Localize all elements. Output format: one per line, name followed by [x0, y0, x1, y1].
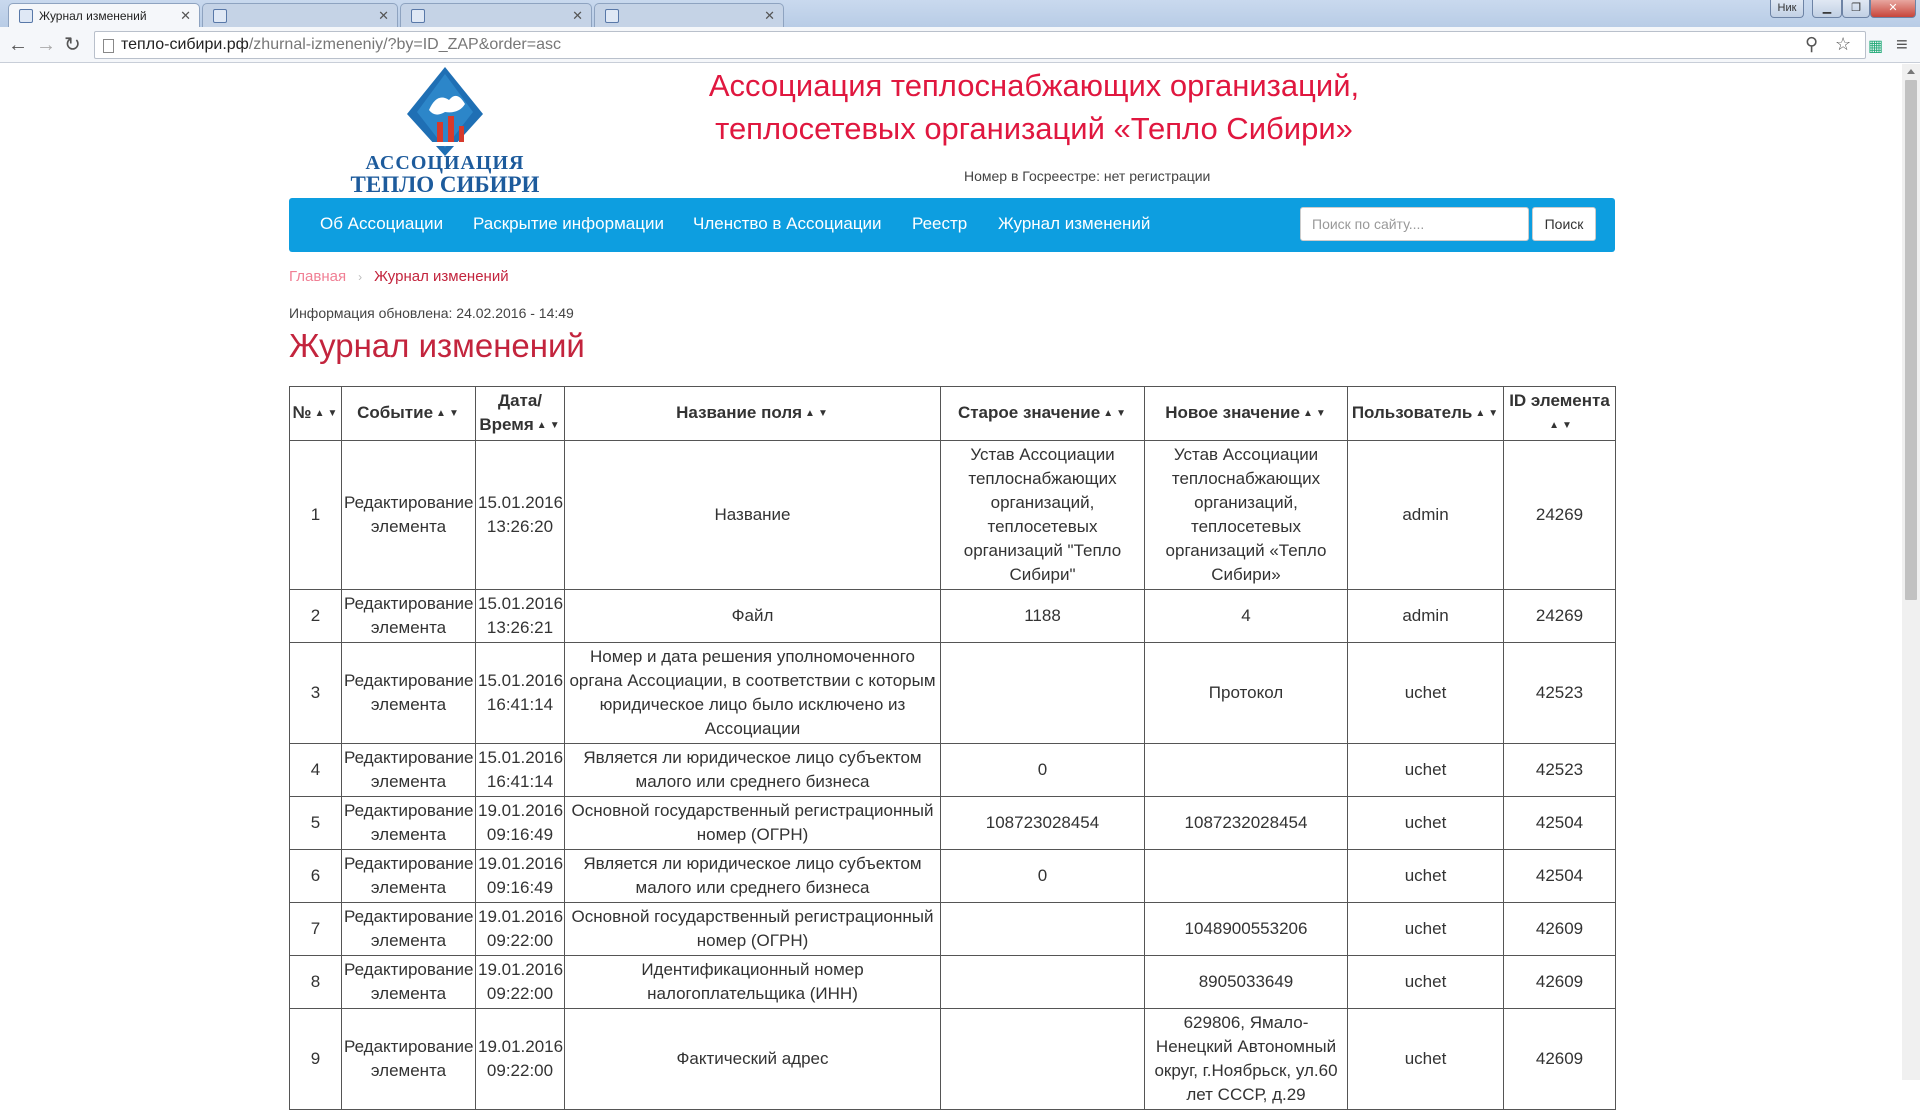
- main-navbar: [289, 198, 1615, 252]
- menu-icon[interactable]: ≡: [1896, 34, 1908, 56]
- table-cell: Редактирование элемента: [342, 796, 476, 849]
- table-cell: Является ли юридическое лицо субъектом малого или среднего бизнеса: [565, 743, 941, 796]
- table-cell: Редактирование элемента: [342, 440, 476, 589]
- sort-desc-icon[interactable]: ▼: [448, 407, 460, 419]
- sort-asc-icon[interactable]: ▲: [1302, 407, 1314, 419]
- table-cell: 3: [290, 642, 342, 743]
- browser-tab[interactable]: [594, 3, 784, 27]
- table-cell: 7: [290, 902, 342, 955]
- sort-asc-icon[interactable]: ▲: [805, 407, 816, 419]
- sort-controls: [1103, 402, 1127, 426]
- table-cell: uchet: [1348, 902, 1504, 955]
- table-cell: Основной государственный регистрационный номер (ОГРН): [565, 796, 941, 849]
- bookmark-star-icon[interactable]: ☆: [1835, 34, 1852, 54]
- table-cell: 8905033649: [1145, 955, 1348, 1008]
- table-cell: [941, 642, 1145, 743]
- table-cell: Редактирование элемента: [342, 743, 476, 796]
- sort-controls: [315, 402, 339, 426]
- site-favicon-icon: [19, 9, 33, 23]
- table-cell: Фактический адрес: [565, 1008, 941, 1109]
- table-cell: Редактирование элемента: [342, 589, 476, 642]
- table-cell: 42609: [1504, 902, 1616, 955]
- table-cell: Идентификационный номер налогоплательщика (ИНН): [565, 955, 941, 1008]
- nav-item-disclosure[interactable]: Раскрытие информации: [473, 214, 664, 233]
- table-row: [290, 589, 1616, 642]
- nav-item-membership[interactable]: Членство в Ассоциации: [693, 214, 882, 233]
- sort-controls: [1549, 414, 1573, 438]
- page-title: Журнал изменений: [289, 327, 585, 364]
- table-cell: 15.01.2016 16:41:14: [476, 642, 565, 743]
- table-cell: Файл: [565, 589, 941, 642]
- sort-desc-icon[interactable]: ▼: [1562, 419, 1573, 431]
- table-cell: 24269: [1504, 589, 1616, 642]
- table-cell: 1: [290, 440, 342, 589]
- table-cell: 9: [290, 1008, 342, 1109]
- close-tab-icon[interactable]: ✕: [572, 8, 583, 23]
- table-cell: 1188: [941, 589, 1145, 642]
- sort-desc-icon[interactable]: ▼: [327, 407, 339, 419]
- table-cell: 24269: [1504, 440, 1616, 589]
- table-cell: uchet: [1348, 849, 1504, 902]
- column-header: [290, 387, 342, 441]
- table-row: [290, 796, 1616, 849]
- table-cell: 4: [1145, 589, 1348, 642]
- table-cell: [941, 1008, 1145, 1109]
- table-cell: uchet: [1348, 743, 1504, 796]
- url-host: тепло-сибири.рф: [121, 36, 249, 53]
- logo-text: [345, 152, 545, 196]
- table-cell: Редактирование элемента: [342, 849, 476, 902]
- column-header-label: Дата/ Время: [479, 391, 543, 434]
- nav-item-about[interactable]: Об Ассоциации: [320, 214, 444, 233]
- table-cell: [1145, 849, 1348, 902]
- table-cell: uchet: [1348, 1008, 1504, 1109]
- table-cell: 19.01.2016 09:22:00: [476, 902, 565, 955]
- logo-line2: ТЕПЛО СИБИРИ: [350, 172, 540, 197]
- table-row: [290, 902, 1616, 955]
- logo-emblem-icon: [345, 64, 545, 159]
- table-cell: uchet: [1348, 796, 1504, 849]
- site-logo[interactable]: [345, 64, 545, 197]
- close-tab-icon[interactable]: ✕: [180, 8, 191, 23]
- scrollbar-thumb[interactable]: [1905, 80, 1917, 600]
- table-cell: Редактирование элемента: [342, 642, 476, 743]
- browser-tab-title: Журнал изменений: [39, 9, 147, 23]
- table-cell: 19.01.2016 09:16:49: [476, 796, 565, 849]
- column-header: [476, 387, 565, 441]
- column-header: [342, 387, 476, 441]
- table-cell: 42504: [1504, 796, 1616, 849]
- back-arrow-icon[interactable]: ←: [8, 34, 28, 56]
- table-cell: uchet: [1348, 955, 1504, 1008]
- table-cell: 42523: [1504, 743, 1616, 796]
- tab-favicon-icon: [605, 9, 619, 23]
- search-button[interactable]: Поиск: [1532, 207, 1596, 241]
- maximize-icon[interactable]: ❐: [1842, 0, 1870, 18]
- table-cell: [1145, 743, 1348, 796]
- table-cell: Редактирование элемента: [342, 1008, 476, 1109]
- browser-tab-active[interactable]: [8, 3, 200, 27]
- column-header: [941, 387, 1145, 441]
- table-cell: 42504: [1504, 849, 1616, 902]
- table-cell: 15.01.2016 13:26:20: [476, 440, 565, 589]
- table-cell: 42523: [1504, 642, 1616, 743]
- tab-favicon-icon: [213, 9, 227, 23]
- table-cell: 42609: [1504, 1008, 1616, 1109]
- tab-favicon-icon: [411, 9, 425, 23]
- sort-controls: [1303, 402, 1327, 426]
- extension-icon[interactable]: ▦: [1868, 38, 1884, 55]
- table-row: [290, 849, 1616, 902]
- nav-item-changelog[interactable]: Журнал изменений: [998, 214, 1151, 233]
- nav-item-registry[interactable]: Реестр: [912, 214, 968, 233]
- sort-controls: [537, 414, 561, 438]
- sort-desc-icon[interactable]: ▼: [1488, 407, 1500, 419]
- browser-toolbar: [0, 27, 1920, 63]
- table-cell: 42609: [1504, 955, 1616, 1008]
- scroll-up-icon[interactable]: [1907, 69, 1915, 74]
- site-title: Ассоциация теплоснабжающих организаций, теплосетевых организаций «Тепло Сибири»: [708, 68, 1360, 146]
- close-tab-icon[interactable]: ✕: [764, 8, 775, 23]
- page-scrollbar[interactable]: [1902, 64, 1920, 1080]
- table-cell: 19.01.2016 09:22:00: [476, 1008, 565, 1109]
- table-header-row: [290, 387, 1616, 441]
- changelog-table: [289, 386, 1616, 1110]
- sort-desc-icon[interactable]: ▼: [1116, 407, 1128, 419]
- table-cell: 108723028454: [941, 796, 1145, 849]
- sort-asc-icon[interactable]: ▲: [1549, 419, 1560, 431]
- table-row: [290, 642, 1616, 743]
- table-cell: uchet: [1348, 642, 1504, 743]
- sort-asc-icon[interactable]: ▲: [1103, 407, 1115, 419]
- breadcrumb-current: Журнал изменений: [374, 268, 509, 285]
- table-cell: 15.01.2016 13:26:21: [476, 589, 565, 642]
- table-cell: 19.01.2016 09:16:49: [476, 849, 565, 902]
- search-input[interactable]: [1300, 207, 1529, 241]
- forward-arrow-icon[interactable]: →: [36, 34, 56, 56]
- column-header: [565, 387, 941, 441]
- table-cell: Редактирование элемента: [342, 902, 476, 955]
- update-info: Информация обновлена: 24.02.2016 - 14:49: [289, 305, 574, 321]
- table-cell: 5: [290, 796, 342, 849]
- close-tab-icon[interactable]: ✕: [378, 8, 389, 23]
- column-header-label: ID элемента: [1509, 391, 1610, 410]
- table-cell: 4: [290, 743, 342, 796]
- url-path: /zhurnal-izmeneniy/?by=ID_ZAP&order=asc: [248, 36, 561, 53]
- table-cell: 6: [290, 849, 342, 902]
- table-cell: 2: [290, 589, 342, 642]
- browser-tab[interactable]: [400, 3, 592, 27]
- minimize-icon[interactable]: ▁: [1812, 0, 1842, 18]
- column-header-label: Новое значение: [1165, 403, 1300, 422]
- table-cell: Основной государственный регистрационный номер (ОГРН): [565, 902, 941, 955]
- registry-info: Номер в Госреестре: нет регистрации: [964, 168, 1211, 184]
- sort-controls: [1475, 402, 1499, 426]
- table-cell: 8: [290, 955, 342, 1008]
- table-cell: 0: [941, 743, 1145, 796]
- table-cell: Является ли юридическое лицо субъектом малого или среднего бизнеса: [565, 849, 941, 902]
- table-row: [290, 440, 1616, 589]
- table-cell: 1087232028454: [1145, 796, 1348, 849]
- sort-asc-icon[interactable]: ▲: [1475, 407, 1487, 419]
- table-row: [290, 743, 1616, 796]
- key-icon[interactable]: ⚲: [1805, 34, 1819, 54]
- table-cell: [941, 902, 1145, 955]
- table-cell: 19.01.2016 09:22:00: [476, 955, 565, 1008]
- address-bar[interactable]: [94, 31, 1866, 59]
- table-cell: Устав Ассоциации теплоснабжающих организаций, теплосетевых организаций «Тепло Сибири»: [1145, 440, 1348, 589]
- column-header-label: Событие: [357, 403, 434, 422]
- logo-line1: АССОЦИАЦИЯ: [365, 152, 525, 174]
- sort-desc-icon[interactable]: ▼: [549, 419, 561, 431]
- table-cell: admin: [1348, 440, 1504, 589]
- column-header: [1504, 387, 1616, 441]
- table-cell: 0: [941, 849, 1145, 902]
- table-row: [290, 955, 1616, 1008]
- table-cell: 15.01.2016 16:41:14: [476, 743, 565, 796]
- column-header-label: Пользователь: [1351, 403, 1473, 422]
- browser-tab-strip: [0, 0, 1920, 27]
- table-cell: Редактирование элемента: [342, 955, 476, 1008]
- page-viewport: [0, 64, 1902, 1104]
- breadcrumb-separator: ›: [358, 270, 363, 284]
- url-text[interactable]: [121, 36, 561, 54]
- close-window-icon[interactable]: ✕: [1870, 0, 1916, 18]
- column-header: [1145, 387, 1348, 441]
- sort-asc-icon[interactable]: ▲: [536, 419, 548, 431]
- table-cell: Устав Ассоциации теплоснабжающих организаций, теплосетевых организаций "Тепло Сибири": [941, 440, 1145, 589]
- column-header-label: Старое значение: [957, 403, 1101, 422]
- column-header: [1348, 387, 1504, 441]
- reload-icon[interactable]: ↻: [64, 34, 81, 56]
- table-cell: admin: [1348, 589, 1504, 642]
- table-row: [290, 1008, 1616, 1109]
- page-icon: [103, 39, 114, 53]
- browser-tab[interactable]: [202, 3, 398, 27]
- profile-button[interactable]: Ник: [1770, 0, 1804, 18]
- sort-desc-icon[interactable]: ▼: [1315, 407, 1327, 419]
- sort-controls: [436, 402, 460, 426]
- breadcrumb-home-link[interactable]: Главная: [289, 268, 347, 285]
- table-cell: Название: [565, 440, 941, 589]
- table-cell: 1048900553206: [1145, 902, 1348, 955]
- sort-desc-icon[interactable]: ▼: [817, 407, 829, 419]
- column-header-label: Название поля: [676, 403, 803, 422]
- sort-asc-icon[interactable]: ▲: [314, 407, 326, 419]
- sort-asc-icon[interactable]: ▲: [436, 407, 447, 419]
- table-cell: Протокол: [1145, 642, 1348, 743]
- table-cell: Номер и дата решения уполномоченного органа Ассоциации, в соответствии с которым юридическое лицо было исключено из Ассоциации: [565, 642, 941, 743]
- table-cell: [941, 955, 1145, 1008]
- table-cell: 629806, Ямало-Ненецкий Автономный округ, г.Ноябрьск, ул.60 лет СССР, д.29: [1145, 1008, 1348, 1109]
- breadcrumb: [289, 268, 509, 285]
- sort-controls: [805, 402, 829, 426]
- column-header-label: №: [292, 403, 312, 422]
